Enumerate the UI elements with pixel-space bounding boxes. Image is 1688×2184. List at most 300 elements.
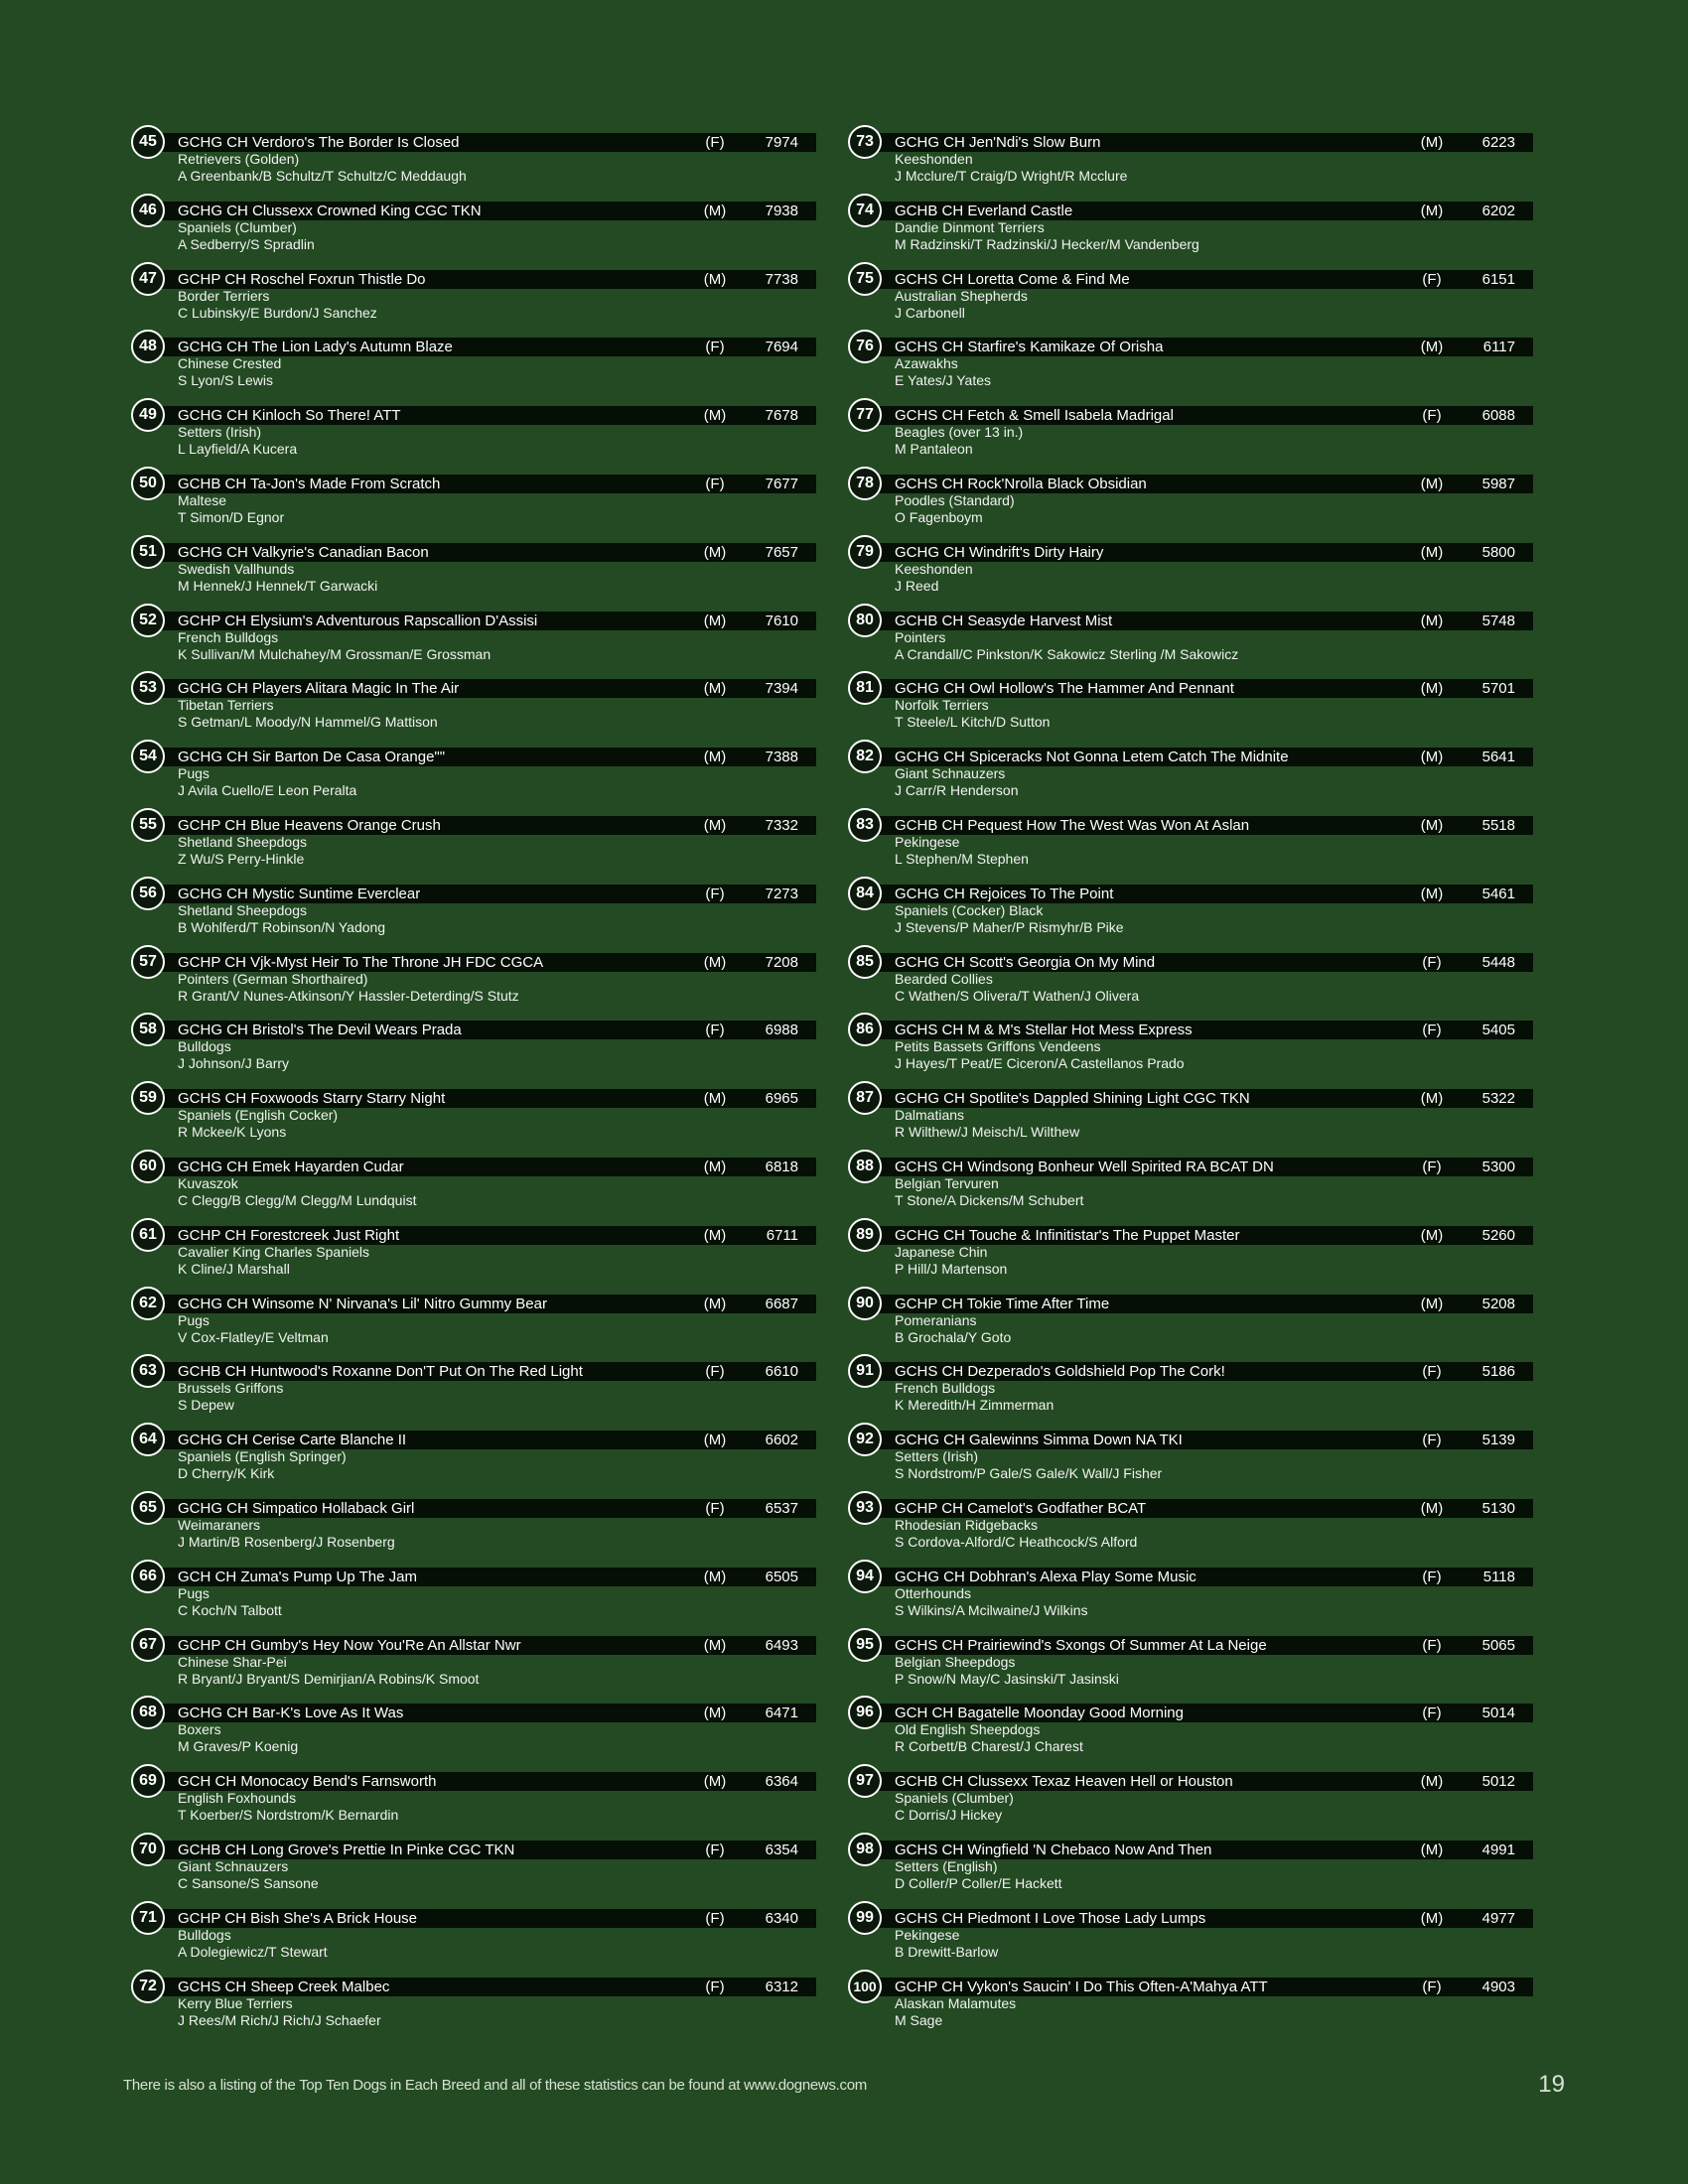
dog-breed: Retrievers (Golden) [178,151,300,167]
dog-name: GCHG CH Rejoices To The Point [895,885,1114,902]
ranking-entry [131,535,816,604]
dog-sex: (F) [1422,1363,1442,1381]
dog-sex: (M) [703,1226,727,1244]
dog-points: 7738 [765,270,798,288]
dog-sex: (M) [703,270,727,288]
dog-breed: Keeshonden [895,560,973,577]
dog-name: GCHS CH Foxwoods Starry Starry Night [178,1090,446,1108]
dog-owners: S Cordova-Alford/C Heathcock/S Alford [895,1533,1138,1550]
rank-badge: 72 [131,1970,165,2003]
dog-points: 5186 [1481,1363,1515,1381]
rank-badge: 51 [131,535,165,569]
ranking-entry [848,194,1533,262]
dog-sex: (F) [1422,270,1442,288]
dog-points: 7388 [765,749,798,766]
dog-points: 5322 [1481,1090,1515,1108]
dog-points: 6202 [1481,202,1515,219]
dog-points: 7938 [765,202,798,219]
dog-name: GCH CH Monocacy Bend's Farnsworth [178,1773,437,1791]
dog-points: 5118 [1482,1568,1515,1585]
footer-note: There is also a listing of the Top Ten Dogs in Each Breed and all of these statistics can be found at www.dognews.com [123,2077,867,2094]
dog-breed: Belgian Sheepdogs [895,1653,1016,1670]
ranking-entry [131,1287,816,1355]
dog-sex: (M) [1420,1090,1444,1108]
dog-name: GCH CH Zuma's Pump Up The Jam [178,1568,417,1585]
ranking-entry [848,604,1533,672]
dog-sex: (F) [1422,1432,1442,1449]
dog-owners: J Johnson/J Barry [178,1055,290,1072]
ranking-entry [131,1150,816,1218]
dog-owners: S Nordstrom/P Gale/S Gale/K Wall/J Fisher [895,1465,1163,1482]
dog-breed: Shetland Sheepdogs [178,901,307,918]
dog-sex: (M) [1420,134,1444,151]
dog-sex: (M) [1420,1909,1444,1927]
dog-points: 6117 [1482,339,1515,356]
rank-badge: 90 [848,1287,882,1320]
dog-name: GCHG CH Spotlite's Dappled Shining Light CGC TKN [895,1090,1250,1108]
rank-badge: 85 [848,945,882,979]
dog-name: GCHG CH Verdoro's The Border Is Closed [178,134,460,151]
rank-badge: 56 [131,877,165,910]
dog-breed: Brussels Griffons [178,1380,284,1397]
dog-name: GCHG CH Windrift's Dirty Hairy [895,543,1104,561]
rank-badge: 79 [848,535,882,569]
dog-owners: M Pantaleon [895,441,973,458]
dog-owners: P Snow/N May/C Jasinski/T Jasinski [895,1670,1119,1687]
dog-owners: A Dolegiewicz/T Stewart [178,1943,328,1960]
dog-points: 5987 [1481,475,1515,492]
ranking-entry [131,262,816,331]
dog-sex: (F) [705,1499,725,1517]
dog-breed: Pugs [178,765,210,782]
dog-breed: Rhodesian Ridgebacks [895,1516,1038,1533]
dog-points: 5800 [1481,543,1515,561]
dog-breed: Petits Bassets Griffons Vendeens [895,1038,1101,1055]
ranking-entry [848,330,1533,398]
dog-sex: (M) [1420,1773,1444,1791]
ranking-entry [848,1287,1533,1355]
rank-badge: 86 [848,1013,882,1046]
dog-points: 6988 [765,1022,798,1039]
dog-sex: (M) [1420,339,1444,356]
dog-points: 6505 [765,1568,798,1585]
ranking-entry [848,1970,1533,2038]
dog-owners: C Clegg/B Clegg/M Clegg/M Lundquist [178,1191,417,1208]
ranking-entry [848,1491,1533,1560]
dog-breed: Beagles (over 13 in.) [895,424,1024,441]
dog-breed: Pomeranians [895,1311,977,1328]
page-number: 19 [1538,2071,1565,2098]
dog-sex: (M) [703,202,727,219]
dog-points: 6364 [765,1773,798,1791]
dog-sex: (M) [703,543,727,561]
dog-breed: Dalmatians [895,1107,965,1124]
dog-breed: Setters (Irish) [178,424,262,441]
ranking-entry [848,740,1533,808]
dog-owners: T Koerber/S Nordstrom/K Bernardin [178,1807,399,1824]
dog-owners: R Mckee/K Lyons [178,1124,287,1141]
dog-points: 6223 [1481,134,1515,151]
ranking-entry [131,945,816,1014]
ranking-entry [848,1081,1533,1150]
dog-name: GCHS CH Wingfield 'N Chebaco Now And Then [895,1841,1212,1858]
ranking-entry [848,1354,1533,1423]
dog-sex: (F) [1422,1022,1442,1039]
dog-name: GCHG CH Bar-K's Love As It Was [178,1705,404,1722]
dog-points: 7208 [765,953,798,971]
dog-name: GCHP CH Elysium's Adventurous Rapscallion D'Assisi [178,612,538,629]
rank-badge: 88 [848,1150,882,1183]
dog-sex: (M) [1420,749,1444,766]
dog-owners: V Cox-Flatley/E Veltman [178,1328,329,1345]
dog-breed: Chinese Shar-Pei [178,1653,287,1670]
dog-name: GCHG CH Owl Hollow's The Hammer And Pennant [895,680,1234,698]
dog-owners: R Corbett/B Charest/J Charest [895,1738,1083,1755]
dog-sex: (F) [705,885,725,902]
rank-badge: 49 [131,398,165,432]
dog-owners: M Hennek/J Hennek/T Garwacki [178,577,378,594]
dog-name: GCHB CH Ta-Jon's Made From Scratch [178,475,441,492]
dog-name: GCHP CH Bish She's A Brick House [178,1909,418,1927]
dog-name: GCHP CH Tokie Time After Time [895,1295,1110,1312]
dog-breed: Spaniels (English Springer) [178,1448,347,1465]
dog-breed: Azawakhs [895,355,958,372]
dog-breed: Old English Sheepdogs [895,1721,1041,1738]
rank-badge: 63 [131,1354,165,1388]
dog-points: 6965 [765,1090,798,1108]
dog-name: GCHG CH Spiceracks Not Gonna Letem Catch The Midnite [895,749,1289,766]
dog-breed: Belgian Tervuren [895,1174,999,1191]
rank-badge: 66 [131,1560,165,1593]
dog-owners: J Carbonell [895,304,965,321]
dog-points: 6537 [765,1499,798,1517]
dog-points: 7332 [765,816,798,834]
dog-points: 7678 [765,407,798,425]
dog-breed: Norfolk Terriers [895,697,989,714]
dog-name: GCHG CH Jen'Ndi's Slow Burn [895,134,1101,151]
dog-breed: Chinese Crested [178,355,282,372]
ranking-entry [848,398,1533,467]
dog-sex: (M) [703,1158,727,1175]
rankings-column-left [131,125,816,2037]
dog-sex: (M) [1420,816,1444,834]
dog-sex: (F) [705,475,725,492]
dog-sex: (M) [1420,202,1444,219]
ranking-entry [131,330,816,398]
dog-breed: Kerry Blue Terriers [178,1994,293,2011]
dog-breed: Spaniels (English Cocker) [178,1107,339,1124]
dog-owners: T Stone/A Dickens/M Schubert [895,1191,1084,1208]
ranking-entry [131,1423,816,1491]
dog-sex: (F) [1422,953,1442,971]
dog-name: GCHS CH Starfire's Kamikaze Of Orisha [895,339,1164,356]
ranking-entry [848,1901,1533,1970]
dog-points: 5748 [1481,612,1515,629]
ranking-entry [848,535,1533,604]
dog-breed: Pekingese [895,1926,960,1943]
dog-points: 7610 [765,612,798,629]
ranking-entry [131,740,816,808]
dog-points: 6088 [1481,407,1515,425]
dog-sex: (F) [705,1022,725,1039]
rank-badge: 50 [131,467,165,500]
rank-badge: 82 [848,740,882,773]
dog-breed: Maltese [178,491,227,508]
rank-badge: 58 [131,1013,165,1046]
dog-owners: M Sage [895,2011,943,2028]
rank-badge: 77 [848,398,882,432]
dog-name: GCHS CH Sheep Creek Malbec [178,1978,390,1995]
dog-name: GCHB CH Everland Castle [895,202,1073,219]
dog-breed: Australian Shepherds [895,287,1028,304]
rank-badge: 94 [848,1560,882,1593]
rank-badge: 48 [131,330,165,363]
dog-owners: J Carr/R Henderson [895,782,1019,799]
dog-breed: Swedish Vallhunds [178,560,295,577]
dog-breed: English Foxhounds [178,1790,297,1807]
ranking-entry [131,125,816,194]
dog-name: GCHG CH Clussexx Crowned King CGC TKN [178,202,482,219]
dog-sex: (M) [703,953,727,971]
dog-sex: (F) [1422,1705,1442,1722]
dog-owners: K Meredith/H Zimmerman [895,1397,1055,1414]
rank-badge: 97 [848,1764,882,1798]
dog-name: GCHG CH Bristol's The Devil Wears Prada [178,1022,462,1039]
dog-sex: (F) [705,1363,725,1381]
dog-sex: (M) [1420,475,1444,492]
dog-owners: C Dorris/J Hickey [895,1807,1003,1824]
dog-sex: (F) [705,339,725,356]
rank-badge: 67 [131,1628,165,1662]
rank-badge: 65 [131,1491,165,1525]
ranking-entry [848,1764,1533,1833]
dog-owners: D Coller/P Coller/E Hackett [895,1874,1062,1891]
dog-points: 6471 [765,1705,798,1722]
rank-badge: 87 [848,1081,882,1115]
dog-sex: (F) [1422,1978,1442,1995]
dog-name: GCHP CH Vykon's Saucin' I Do This Often-A'Mahya ATT [895,1978,1268,1995]
dog-owners: J Avila Cuello/E Leon Peralta [178,782,357,799]
dog-owners: O Fagenboym [895,508,983,525]
dog-owners: A Sedberry/S Spradlin [178,235,315,252]
dog-owners: C Koch/N Talbott [178,1601,282,1618]
rank-badge: 98 [848,1833,882,1866]
dog-owners: R Grant/V Nunes-Atkinson/Y Hassler-Deterding/S Stutz [178,987,519,1004]
rank-badge: 74 [848,194,882,227]
ranking-entry [848,1833,1533,1901]
rank-badge: 60 [131,1150,165,1183]
dog-sex: (M) [703,1636,727,1654]
rank-badge: 70 [131,1833,165,1866]
dog-breed: Pointers [895,628,946,645]
dog-owners: T Steele/L Kitch/D Sutton [895,714,1051,731]
dog-points: 6602 [765,1432,798,1449]
ranking-entry [848,1628,1533,1697]
dog-breed: Poodles (Standard) [895,491,1015,508]
ranking-entry [848,1218,1533,1287]
dog-breed: Shetland Sheepdogs [178,833,307,850]
dog-points: 5701 [1481,680,1515,698]
dog-name: GCHG CH Players Alitara Magic In The Air [178,680,460,698]
rank-badge: 100 [848,1970,882,2003]
dog-points: 7694 [765,339,798,356]
dog-owners: M Graves/P Koenig [178,1738,299,1755]
dog-name: GCHP CH Camelot's Godfather BCAT [895,1499,1147,1517]
dog-name: GCHG CH Valkyrie's Canadian Bacon [178,543,429,561]
dog-name: GCHG CH Winsome N' Nirvana's Lil' Nitro Gummy Bear [178,1295,547,1312]
ranking-entry [131,808,816,877]
dog-sex: (F) [705,1978,725,1995]
dog-owners: A Greenbank/B Schultz/T Schultz/C Meddaugh [178,168,467,184]
dog-owners: S Lyon/S Lewis [178,372,273,389]
dog-sex: (F) [1422,407,1442,425]
dog-owners: J Stevens/P Maher/P Rismyhr/B Pike [895,918,1124,935]
dog-name: GCHP CH Roschel Foxrun Thistle Do [178,270,426,288]
dog-breed: Kuvaszok [178,1174,238,1191]
ranking-entry [131,1764,816,1833]
dog-owners: C Wathen/S Olivera/T Wathen/J Olivera [895,987,1140,1004]
dog-breed: Tibetan Terriers [178,697,274,714]
dog-owners: E Yates/J Yates [895,372,992,389]
ranking-entry [848,1560,1533,1628]
dog-points: 6818 [765,1158,798,1175]
dog-points: 5641 [1481,749,1515,766]
dog-owners: K Sullivan/M Mulchahey/M Grossman/E Grossman [178,645,492,662]
rank-badge: 45 [131,125,165,159]
dog-name: GCHS CH M & M's Stellar Hot Mess Express [895,1022,1193,1039]
dog-points: 6354 [765,1841,798,1858]
dog-sex: (M) [1420,612,1444,629]
dog-owners: K Cline/J Marshall [178,1260,290,1277]
dog-name: GCH CH Bagatelle Moonday Good Morning [895,1705,1184,1722]
rank-badge: 75 [848,262,882,296]
ranking-entry [848,1423,1533,1491]
dog-points: 5065 [1481,1636,1515,1654]
dog-breed: Pointers (German Shorthaired) [178,970,368,987]
dog-points: 6610 [765,1363,798,1381]
dog-points: 5260 [1481,1226,1515,1244]
rank-badge: 83 [848,808,882,842]
ranking-entry [131,671,816,740]
rank-badge: 57 [131,945,165,979]
dog-breed: Weimaraners [178,1516,260,1533]
dog-breed: Giant Schnauzers [178,1857,289,1874]
dog-owners: P Hill/J Martenson [895,1260,1008,1277]
rank-badge: 68 [131,1696,165,1729]
ranking-entry [848,1696,1533,1764]
dog-sex: (M) [703,1090,727,1108]
dog-sex: (M) [703,407,727,425]
dog-owners: S Depew [178,1397,234,1414]
dog-owners: C Lubinsky/E Burdon/J Sanchez [178,304,377,321]
dog-breed: Giant Schnauzers [895,765,1006,782]
dog-owners: J Hayes/T Peat/E Ciceron/A Castellanos Prado [895,1055,1185,1072]
rank-badge: 59 [131,1081,165,1115]
dog-breed: Spaniels (Clumber) [178,218,297,235]
ranking-entry [848,877,1533,945]
dog-owners: B Wohlferd/T Robinson/N Yadong [178,918,386,935]
dog-points: 5012 [1481,1773,1515,1791]
rank-badge: 91 [848,1354,882,1388]
ranking-entry [848,671,1533,740]
dog-breed: Alaskan Malamutes [895,1994,1017,2011]
dog-breed: Spaniels (Clumber) [895,1790,1014,1807]
dog-name: GCHS CH Windsong Bonheur Well Spirited RA BCAT DN [895,1158,1274,1175]
dog-owners: D Cherry/K Kirk [178,1465,275,1482]
dog-breed: Pugs [178,1311,210,1328]
dog-name: GCHB CH Seasyde Harvest Mist [895,612,1113,629]
dog-breed: Japanese Chin [895,1243,988,1260]
dog-points: 7273 [765,885,798,902]
dog-name: GCHS CH Piedmont I Love Those Lady Lumps [895,1909,1206,1927]
dog-breed: Boxers [178,1721,221,1738]
dog-owners: J Martin/B Rosenberg/J Rosenberg [178,1533,395,1550]
dog-name: GCHG CH Touche & Infinitistar's The Puppet Master [895,1226,1240,1244]
ranking-entry [131,1013,816,1081]
dog-owners: J Reed [895,577,939,594]
dog-points: 4903 [1481,1978,1515,1995]
dog-sex: (M) [703,680,727,698]
dog-points: 6151 [1481,270,1515,288]
rank-badge: 78 [848,467,882,500]
ranking-entry [131,1218,816,1287]
dog-points: 5130 [1481,1499,1515,1517]
rank-badge: 81 [848,671,882,705]
rank-badge: 99 [848,1901,882,1935]
dog-name: GCHB CH Pequest How The West Was Won At Aslan [895,816,1250,834]
dog-points: 4991 [1481,1841,1515,1858]
dog-name: GCHP CH Vjk-Myst Heir To The Throne JH FDC CGCA [178,953,544,971]
dog-points: 6493 [765,1636,798,1654]
dog-owners: A Crandall/C Pinkston/K Sakowicz Sterling /M Sakowicz [895,645,1239,662]
rank-badge: 53 [131,671,165,705]
dog-sex: (M) [1420,680,1444,698]
dog-name: GCHG CH Scott's Georgia On My Mind [895,953,1156,971]
dog-name: GCHG CH Sir Barton De Casa Orange"" [178,749,446,766]
dog-name: GCHS CH Loretta Come & Find Me [895,270,1130,288]
dog-sex: (F) [705,1841,725,1858]
dog-owners: T Simon/D Egnor [178,508,285,525]
dog-breed: Spaniels (Cocker) Black [895,901,1044,918]
dog-sex: (M) [703,1705,727,1722]
dog-points: 4977 [1481,1909,1515,1927]
dog-points: 7657 [765,543,798,561]
dog-owners: S Wilkins/A Mcilwaine/J Wilkins [895,1601,1088,1618]
ranking-entry [131,1560,816,1628]
dog-sex: (M) [1420,885,1444,902]
dog-name: GCHG CH Emek Hayarden Cudar [178,1158,404,1175]
dog-name: GCHP CH Gumby's Hey Now You'Re An Allstar Nwr [178,1636,521,1654]
ranking-entry [131,1901,816,1970]
dog-sex: (M) [1420,1499,1444,1517]
dog-breed: Bulldogs [178,1038,231,1055]
dog-sex: (M) [703,816,727,834]
dog-owners: J Rees/M Rich/J Rich/J Schaefer [178,2011,381,2028]
rank-badge: 92 [848,1423,882,1456]
dog-name: GCHG CH Mystic Suntime Everclear [178,885,421,902]
dog-sex: (F) [705,1909,725,1927]
dog-name: GCHG CH Galewinns Simma Down NA TKI [895,1432,1183,1449]
dog-name: GCHP CH Blue Heavens Orange Crush [178,816,441,834]
dog-name: GCHB CH Huntwood's Roxanne Don'T Put On The Red Light [178,1363,583,1381]
dog-breed: Cavalier King Charles Spaniels [178,1243,369,1260]
dog-sex: (M) [1420,1226,1444,1244]
dog-breed: Setters (Irish) [895,1448,979,1465]
dog-points: 7394 [765,680,798,698]
rank-badge: 54 [131,740,165,773]
rank-badge: 96 [848,1696,882,1729]
rank-badge: 73 [848,125,882,159]
